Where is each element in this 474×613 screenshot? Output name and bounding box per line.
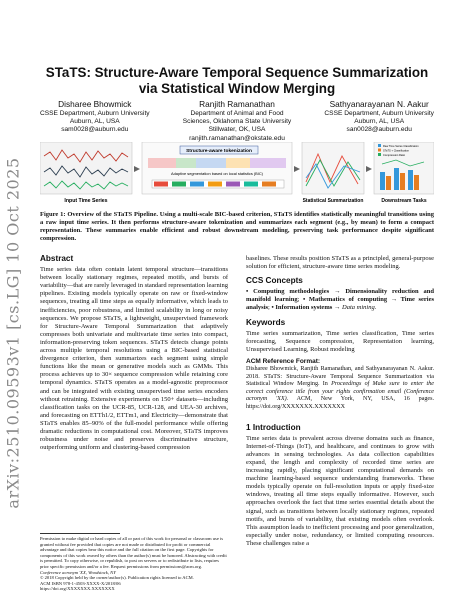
author-name: Sathyanarayanan N. Aakur — [329, 99, 429, 109]
token-2 — [172, 182, 186, 187]
acm-ref-heading: ACM Reference Format: — [246, 357, 321, 365]
footnote-conf: Conference acronym 'XX, Woodstock, NY — [40, 569, 116, 575]
figure-caption: Figure 1: Overview of the STaTS Pipeline. Using a multi-scale BIC-based criterion, STaTS identifies statistically meaningful transitions using a raw input time series. It then performs structure-aware tokenization and summarizes each segment (e.g., by mean) to form a compact representation. These summaries enable efficient and robust downstream modeling, preserving task performance despite significant compression. — [40, 211, 434, 243]
legend-swatch-2 — [378, 149, 381, 152]
arrow-icon — [366, 166, 372, 172]
abstract-heading: Abstract — [40, 254, 74, 263]
left-column — [40, 255, 228, 452]
arrow-icon — [134, 166, 140, 172]
author-1 — [40, 99, 150, 143]
token-6 — [244, 182, 258, 187]
ccs-section — [246, 277, 434, 312]
footnote-isbn: ACM ISBN 978-1-4503-XXXX-X/2018/06 — [40, 580, 121, 586]
author-affil: Department of Animal and Food — [190, 110, 284, 117]
author-email: ranjith.ramanathan@okstate.edu — [189, 134, 285, 142]
ccs-item: • Mathematics of computing → Time series analysis — [246, 296, 434, 312]
segment-3 — [196, 158, 226, 168]
legend-swatch-1 — [378, 144, 381, 147]
author-affil-2: Sciences, Oklahoma State University — [182, 118, 292, 126]
author-email: sam0028@auburn.edu — [61, 126, 129, 134]
keywords-heading: Keywords — [246, 317, 286, 327]
acm-ref-part: Disharee Bhowmick, Ranjith Ramanathan, and Sathyanarayanan N. Aakur. 2018. STaTS: Structure-Aware Temporal Sequence Summarization via Statistical Window Merging. In — [246, 366, 434, 388]
acm-ref-part: ACM, New York, NY, USA, 16 pages. https://doi.org/XXXXXXX.XXXXXXX — [246, 396, 434, 410]
author-affil: CSSE Department, Auburn University — [40, 110, 150, 117]
footnote-rule — [40, 533, 120, 534]
token-7 — [262, 182, 276, 187]
task-bar — [408, 170, 413, 190]
author-affil: CSSE Department, Auburn University — [324, 110, 434, 117]
token-5 — [226, 182, 240, 187]
author-3 — [324, 99, 434, 143]
task-bar — [386, 176, 391, 190]
segment-4 — [226, 158, 250, 168]
ccs-item: • Computing methodologies → Dimensionality reduction and manifold learning — [246, 288, 434, 304]
arrow-icon — [294, 166, 300, 172]
paper-title: STaTS: Structure-Aware Temporal Sequence Summarization via Statistical Window Merging — [45, 65, 429, 96]
footnote-copyright: © 2018 Copyright held by the owner/author(s). Publication rights licensed to ACM. — [40, 575, 194, 581]
legend-1: Raw Time Series Classification — [383, 145, 419, 148]
author-name: Ranjith Ramanathan — [199, 99, 275, 109]
task-bar — [414, 175, 419, 190]
segment-2 — [176, 158, 196, 168]
intro-section — [246, 424, 434, 548]
legend-3: Compression Ratio — [383, 154, 406, 157]
input-label: Input Time Series — [64, 198, 108, 204]
author-location: Stillwater, OK, USA — [208, 126, 266, 134]
keywords-text: Time series summarization, Time series classification, Time series forecasting, Sequence compression, Representation learning, Unsupervised Learning, Robust modeling — [246, 329, 434, 353]
segment-1 — [148, 158, 176, 168]
ccs-tail: → Data mining. — [332, 304, 377, 312]
task-bar — [400, 173, 405, 190]
token-4 — [208, 182, 222, 187]
segmentation-label: Adaptive segmentation based on local statistics (BIC) — [171, 171, 263, 176]
keywords-section — [246, 319, 434, 354]
tasks-label: Downstream Tasks — [381, 198, 427, 204]
author-block — [40, 99, 434, 143]
footnote-text: Permission to make digital or hard copies of all or part of this work for personal or classroom use is granted without fee provided that copies are not made or distributed for profit or commercial advantage and that copies bear this notice and the full citation on the first page. Copyrights for components of this work owned by others than the author(s) must be honored. Abstracting with credit is permitted. To copy otherwise, or republish, to post on servers or to redistribute to lists, requires prior specific permission and/or a fee. Request permissions from permissions@acm.org. — [40, 536, 227, 569]
ccs-sep: ; — [297, 296, 303, 304]
author-name: Disharee Bhowmick — [58, 99, 132, 109]
token-label: Structure-aware tokenization — [186, 149, 252, 154]
abstract-text: Time series data often contain latent temporal structure—transitions between locally stationary regimes, repeated motifs, and bursts of variability—that are rarely leveraged in standard representation learning pipelines. Existing models typically operate on raw or fixed-window sequences, treating all time steps as equally informative, which leads to inefficiencies, poor robustness, and limited scalability in long or noisy sequences. We propose STaTS, a lightweight, unsupervised framework for Structure-Aware Temporal Summarization that adaptively compresses both univariate and multivariate time series into compact, information-preserving token sequences. STaTS detects change points across multiple temporal resolutions using a BIC-based statistical divergence criterion, then summarizes each segment using simple functions like the mean or generative models such as GMMs. This process achieves up to 30× sequence compression while retaining core temporal dynamics. STaTS operates as a model-agnostic preprocessor and can be integrated with existing unsupervised time series encoders without retraining. Extensive experiments on 150+ datasets—including classification tasks on the UCR-85, UCR-128, and UEA-30 archives, and forecasting on ETTh1/2, ETTm1, and Electricity—demonstrate that STaTS enables 85–90% of the full-model performance while offering dramatic reductions in computational cost. Moreover, STaTS improves robustness under noise and preserves discriminative structure, outperforming uniform and clustering-based compression — [40, 266, 228, 452]
segment-5 — [250, 158, 286, 168]
author-location: Auburn, AL, USA — [69, 118, 120, 126]
ccs-sep: ; — [268, 304, 272, 312]
author-2 — [183, 99, 291, 143]
token-1 — [154, 182, 168, 187]
ccs-text — [246, 288, 434, 312]
author-email: san0028@auburn.edu — [346, 126, 412, 134]
author-location: Auburn, AL, USA — [354, 118, 405, 126]
summary-panel — [302, 142, 364, 194]
legend-swatch-3 — [378, 153, 381, 156]
pipeline-figure — [40, 142, 434, 204]
abstract-continuation: baselines. These results position STaTS as a principled, general-purpose solution for efficient, structure-aware time series modeling. — [246, 255, 434, 271]
intro-text: Time series data is prevalent across diverse domains such as finance, Internet-of-Things (IoT), and healthcare, and continues to grow with advances in sensing technologies. As data collection capabilities expand, the length and complexity of recorded time series are increasing rapidly, placing significant computational demands on machine learning-based sequence understanding frameworks. These models typically operate on full-resolution inputs or apply fixed-size windows, treating all time steps equally informative. However, such approaches overlook the fact that time series essential details about the signal, such as transitions between locally stationary regimes, repeated motifs, and bursts of variability, that existing models often overlook. This assumption leads to inefficient processing and poor generalization, especially under noise, redundancy, or limited computing resources. These challenges raise a — [246, 434, 434, 547]
footnote-doi: https://doi.org/XXXXXXX.XXXXXXX — [40, 586, 115, 592]
permissions-footnote — [40, 533, 228, 592]
intro-heading: 1 Introduction — [246, 422, 301, 432]
right-column — [246, 255, 434, 548]
acm-ref-text — [246, 366, 434, 412]
task-bar — [394, 168, 399, 190]
summary-label: Statistical Summarization — [302, 198, 364, 204]
ccs-heading: CCS Concepts — [246, 276, 303, 286]
task-bar — [380, 172, 385, 190]
arxiv-stamp — [2, 118, 24, 548]
token-3 — [190, 182, 204, 187]
ccs-item: • Information systems — [271, 304, 333, 312]
acm-ref-venue: Proceedings of Make sure to enter the correct conference title from your rights confirmation email (Conference acronym 'XX). — [246, 381, 434, 403]
arxiv-id: arXiv:2510.09593v1 [cs.LG] 10 Oct 2025 — [3, 157, 23, 509]
legend-2: STaTS + Classification — [383, 149, 410, 153]
